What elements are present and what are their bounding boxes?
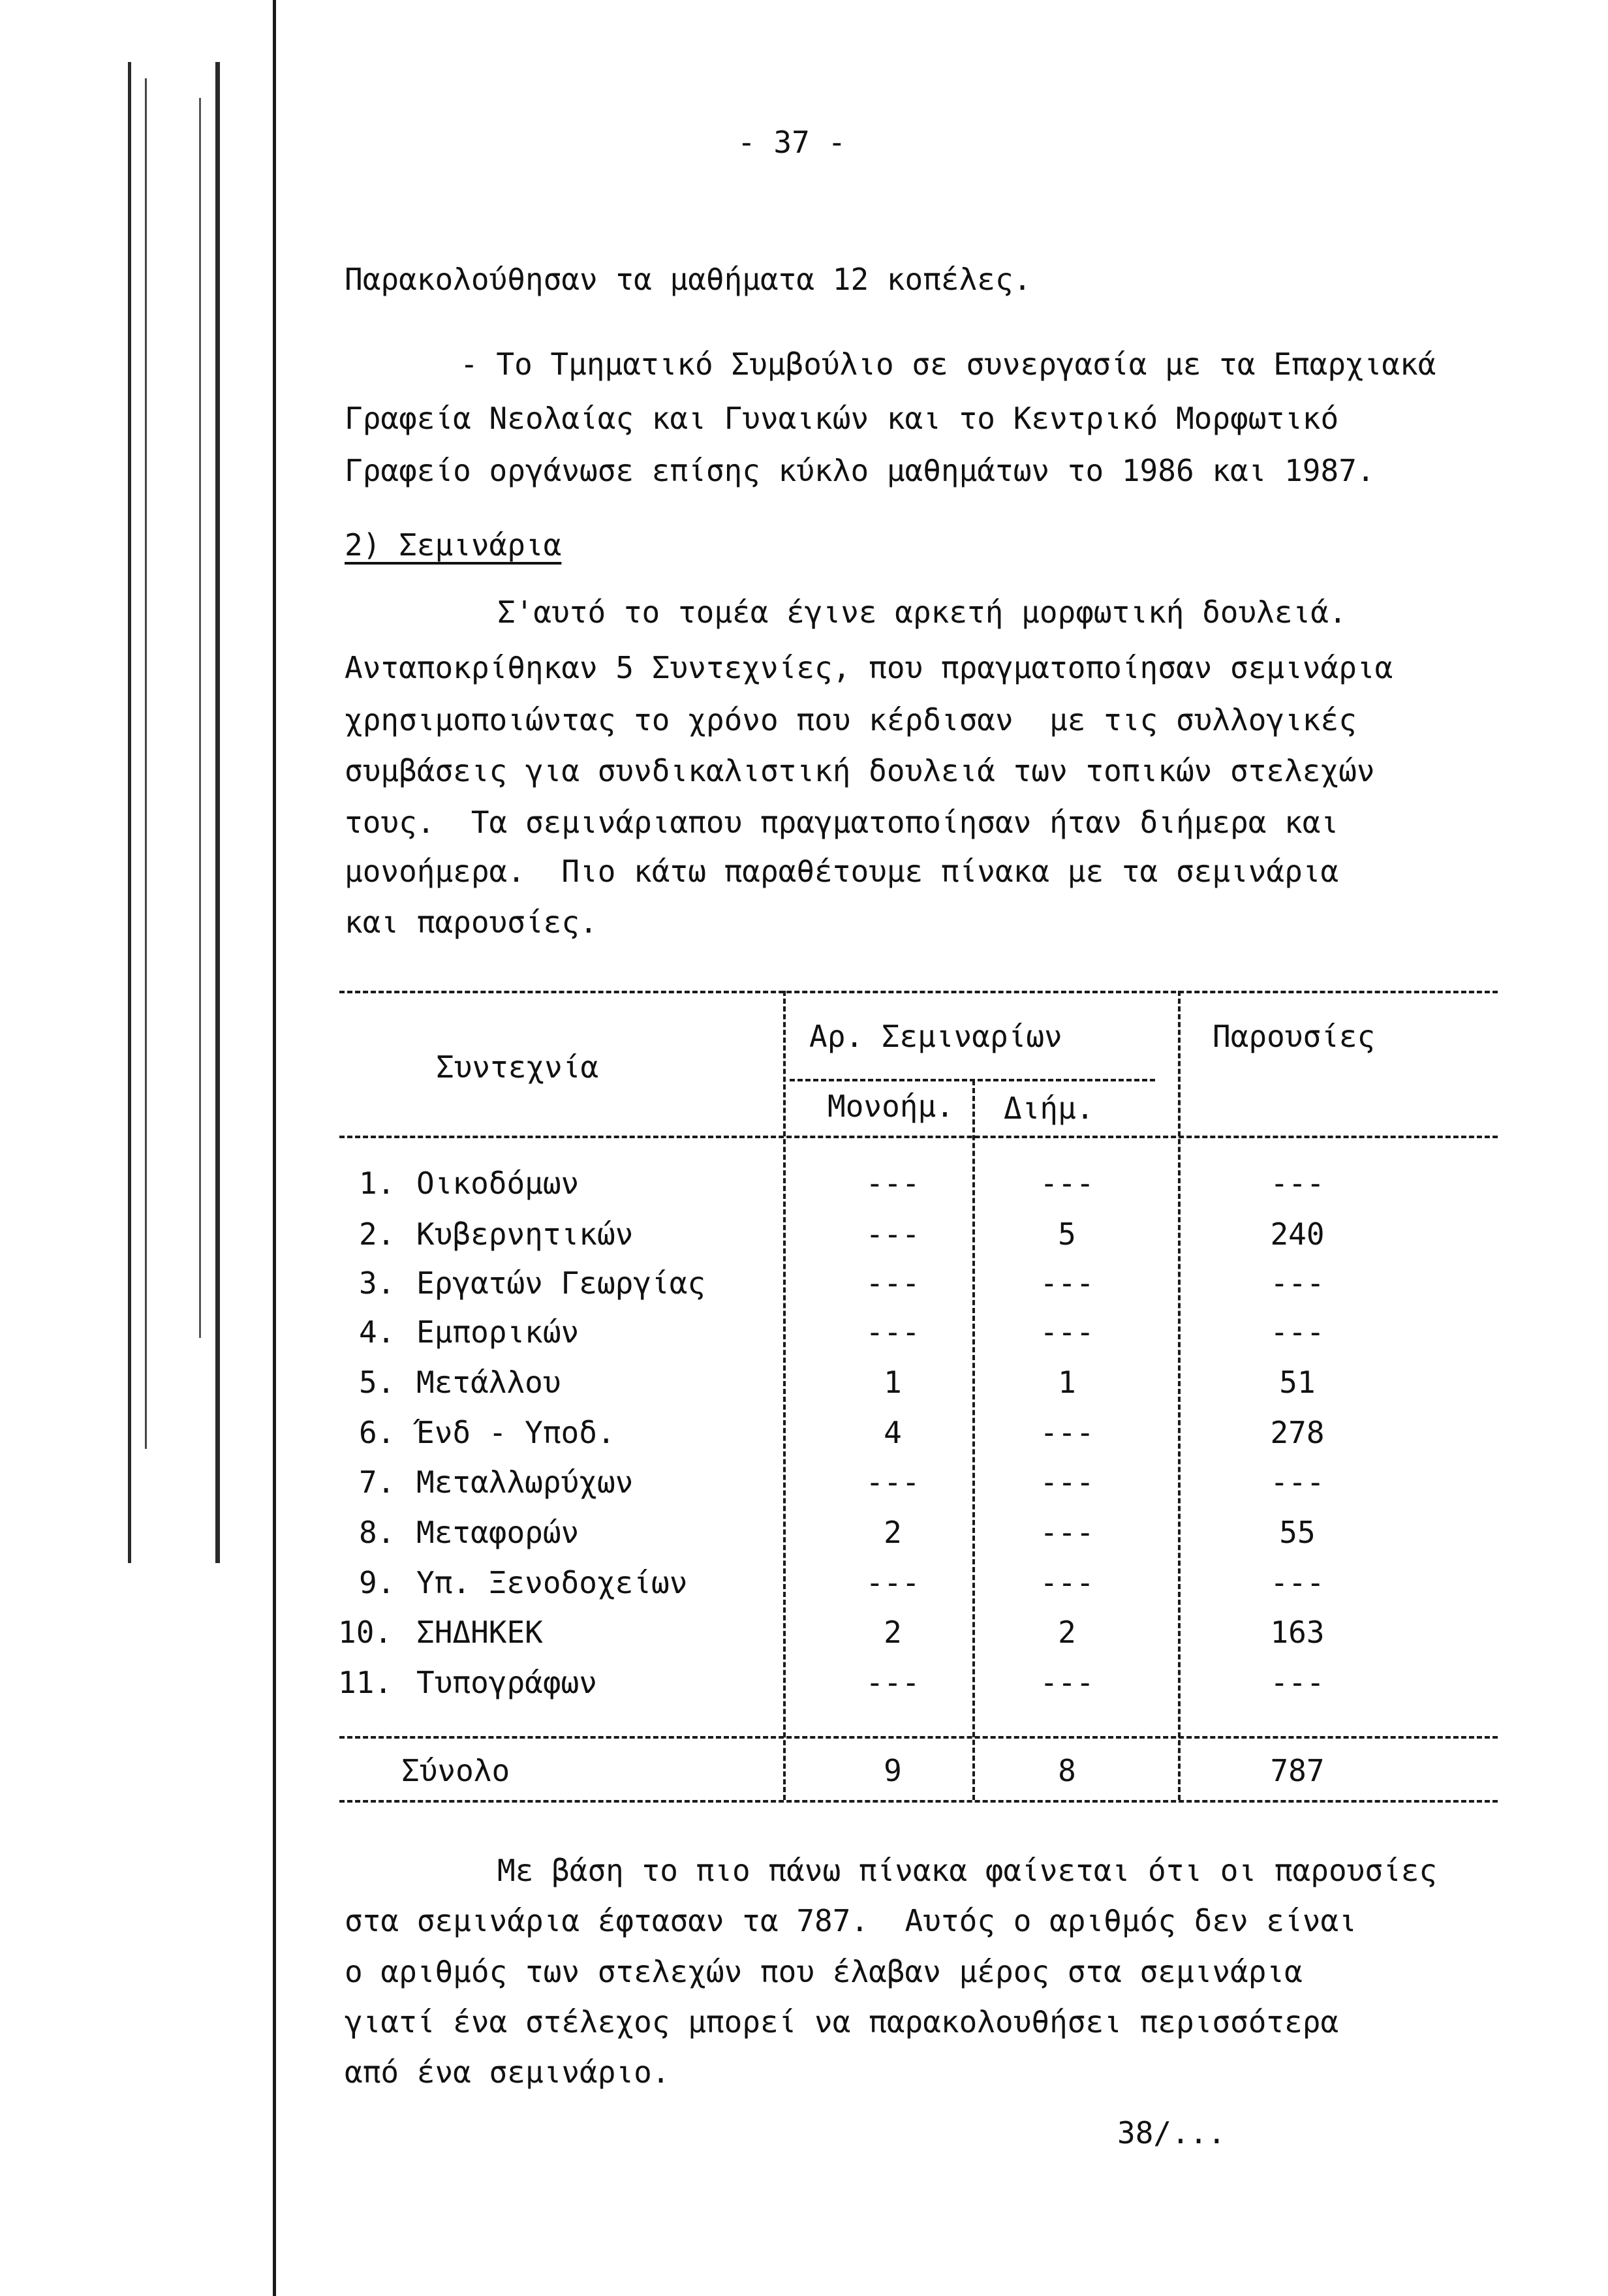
table-column-rule <box>783 991 786 1800</box>
row-one-day: --- <box>865 1565 920 1600</box>
row-two-day: 1 <box>1058 1365 1076 1400</box>
row-attendance: --- <box>1270 1314 1325 1350</box>
table-header-rule <box>339 1136 1498 1138</box>
paragraph-3-line: συμβάσεις για συνδικαλιστική δουλειά των τοπικών στελεχών <box>345 753 1375 788</box>
total-two-day: 8 <box>1058 1753 1076 1788</box>
next-page-marker: 38/... <box>1117 2115 1226 2150</box>
row-two-day: --- <box>1040 1265 1094 1301</box>
row-one-day: 2 <box>884 1515 902 1550</box>
table-top-rule <box>339 991 1498 993</box>
row-two-day: --- <box>1040 1465 1094 1500</box>
row-union-name: Υπ. Ξενοδοχείων <box>416 1565 688 1600</box>
row-attendance: --- <box>1270 1166 1325 1201</box>
row-union-name: Μεταλλωρύχων <box>416 1465 634 1500</box>
paragraph-3-line: τους. Τα σεμινάριαπου πραγματοποίησαν ήταν διήμερα και <box>345 805 1339 840</box>
paragraph-3-line: Ανταποκρίθηκαν 5 Συντεχνίες, που πραγματοποίησαν σεμινάρια <box>345 650 1393 685</box>
row-number: 7. <box>359 1465 395 1500</box>
paragraph-3-line: Σ'αυτό το τομέα έγινε αρκετή μορφωτική δουλειά. <box>497 595 1347 630</box>
row-attendance: 51 <box>1279 1365 1316 1400</box>
paragraph-4-line: γιατί ένα στέλεχος μπορεί να παρακολουθήσει περισσότερα <box>345 2004 1339 2040</box>
row-one-day: 1 <box>884 1365 902 1400</box>
binding-strip-2 <box>145 78 147 1449</box>
row-attendance: 278 <box>1270 1415 1325 1450</box>
header-two-day: Διήμ. <box>1004 1091 1094 1126</box>
row-union-name: Εμπορικών <box>416 1314 580 1350</box>
row-number: 8. <box>359 1515 395 1550</box>
row-one-day: --- <box>865 1217 920 1252</box>
row-number: 3. <box>359 1265 395 1301</box>
page-number: - 37 - <box>737 125 846 160</box>
paragraph-2-line: Γραφεία Νεολαίας και Γυναικών και το Κεντρικό Μορφωτικό <box>345 401 1339 436</box>
row-union-name: Κυβερνητικών <box>416 1217 634 1252</box>
paragraph-4-line: Με βάση το πιο πάνω πίνακα φαίνεται ότι οι παρουσίες <box>497 1853 1438 1888</box>
row-two-day: 2 <box>1058 1615 1076 1650</box>
row-two-day: --- <box>1040 1565 1094 1600</box>
header-one-day: Μονοήμ. <box>827 1089 954 1124</box>
binding-strip-1 <box>128 62 131 1563</box>
row-number: 2. <box>359 1217 395 1252</box>
binding-strip-4 <box>199 98 201 1338</box>
row-number: 5. <box>359 1365 395 1400</box>
total-attendance: 787 <box>1270 1753 1325 1788</box>
paragraph-4-line: από ένα σεμινάριο. <box>345 2055 670 2090</box>
paragraph-4-line: ο αριθμός των στελεχών που έλαβαν μέρος στα σεμινάρια <box>345 1954 1303 1989</box>
header-seminars: Αρ. Σεμιναρίων <box>809 1019 1062 1054</box>
row-attendance: 240 <box>1270 1217 1325 1252</box>
row-attendance: --- <box>1270 1665 1325 1700</box>
row-one-day: 2 <box>884 1615 902 1650</box>
paragraph-4-line: στα σεμινάρια έφτασαν τα 787. Αυτός ο αριθμός δεν είναι <box>345 1903 1357 1938</box>
row-number: 9. <box>359 1565 395 1600</box>
row-two-day: --- <box>1040 1415 1094 1450</box>
row-union-name: Οικοδόμων <box>416 1166 580 1201</box>
row-one-day: --- <box>865 1166 920 1201</box>
header-attendance: Παρουσίες <box>1213 1019 1376 1054</box>
row-two-day: --- <box>1040 1314 1094 1350</box>
row-one-day: --- <box>865 1465 920 1500</box>
header-union: Συντεχνία <box>436 1049 599 1085</box>
row-union-name: Εργατών Γεωργίας <box>416 1265 706 1301</box>
row-one-day: --- <box>865 1265 920 1301</box>
binding-strip-3 <box>215 62 220 1563</box>
row-number: 10. <box>338 1615 393 1650</box>
total-label: Σύνολο <box>401 1753 510 1788</box>
paragraph-3-line: χρησιμοποιώντας το χρόνο που κέρδισαν με τις συλλογικές <box>345 702 1357 737</box>
row-number: 4. <box>359 1314 395 1350</box>
table-bottom-rule <box>339 1800 1498 1803</box>
row-attendance: --- <box>1270 1565 1325 1600</box>
row-union-name: Ένδ - Υποδ. <box>416 1415 615 1450</box>
row-number: 11. <box>338 1665 393 1700</box>
row-union-name: Τυπογράφων <box>416 1665 597 1700</box>
paragraph-3-line: μονοήμερα. Πιο κάτω παραθέτουμε πίνακα με τα σεμινάρια <box>345 854 1339 889</box>
row-two-day: --- <box>1040 1166 1094 1201</box>
row-attendance: 55 <box>1279 1515 1316 1550</box>
total-one-day: 9 <box>884 1753 902 1788</box>
paragraph-2-line: - Το Τμηματικό Συμβούλιο σε συνεργασία με τα Επαρχιακά <box>460 347 1436 382</box>
row-number: 1. <box>359 1166 395 1201</box>
row-number: 6. <box>359 1415 395 1450</box>
row-one-day: --- <box>865 1314 920 1350</box>
paragraph-2-line: Γραφείο οργάνωσε επίσης κύκλο μαθημάτων το 1986 και 1987. <box>345 453 1375 488</box>
table-column-rule <box>972 1080 975 1800</box>
row-one-day: --- <box>865 1665 920 1700</box>
row-union-name: Μετάλλου <box>416 1365 561 1400</box>
row-two-day: --- <box>1040 1665 1094 1700</box>
row-attendance: 163 <box>1270 1615 1325 1650</box>
paragraph-3-line: και παρουσίες. <box>345 905 598 940</box>
row-union-name: Μεταφορών <box>416 1515 580 1550</box>
row-one-day: 4 <box>884 1415 902 1450</box>
paragraph-1-line: Παρακολούθησαν τα μαθήματα 12 κοπέλες. <box>345 262 1032 297</box>
section-heading: 2) Σεμινάρια <box>345 527 562 563</box>
row-union-name: ΣΗΔΗΚΕΚ <box>416 1615 543 1650</box>
table-body-end-rule <box>339 1736 1498 1739</box>
row-attendance: --- <box>1270 1465 1325 1500</box>
row-attendance: --- <box>1270 1265 1325 1301</box>
table-column-rule <box>1178 991 1181 1800</box>
row-two-day: --- <box>1040 1515 1094 1550</box>
row-two-day: 5 <box>1058 1217 1076 1252</box>
binding-edge-line <box>273 0 276 2296</box>
